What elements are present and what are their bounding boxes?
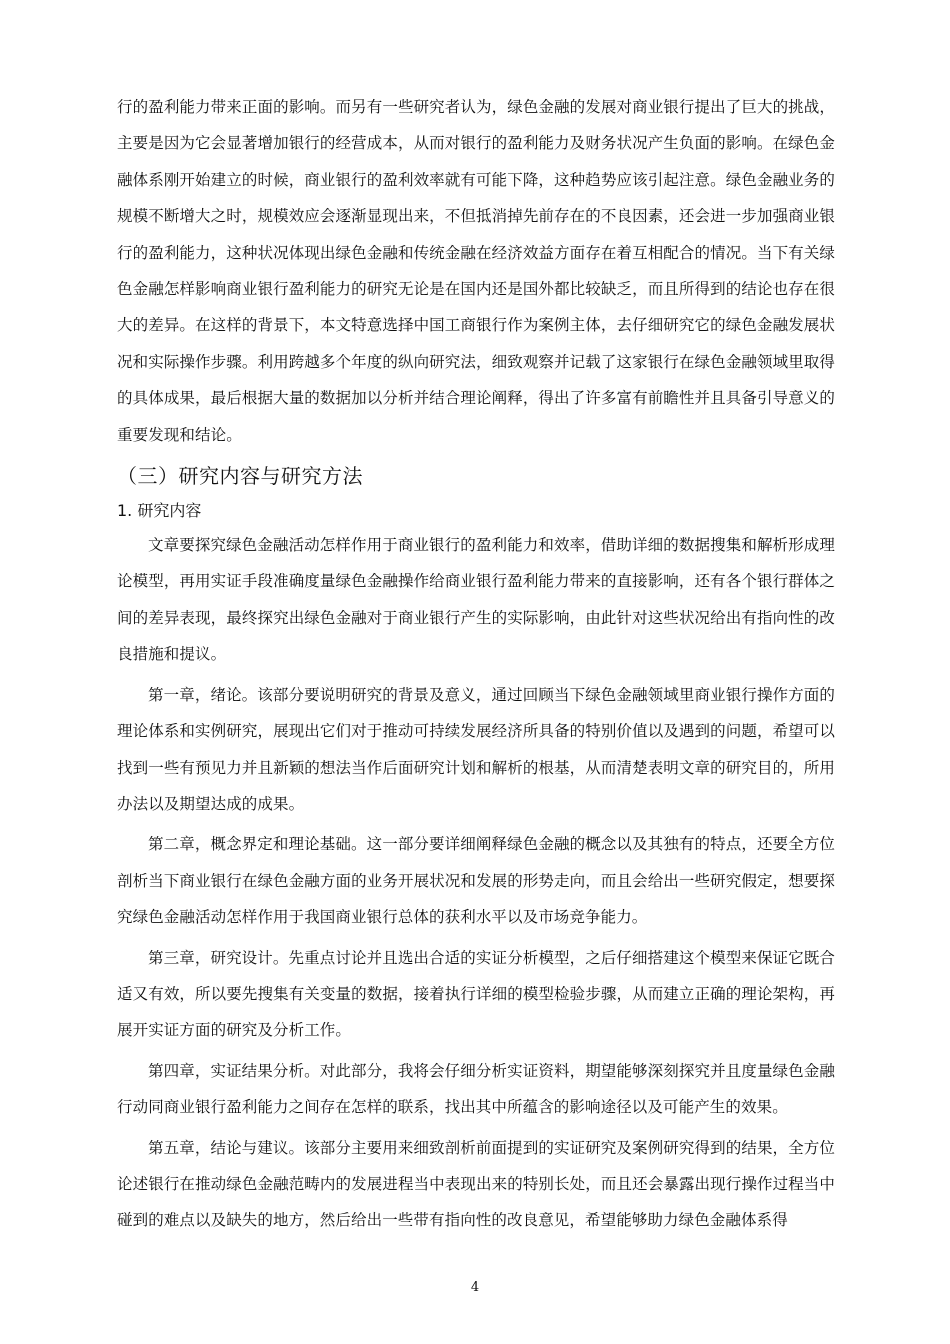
paragraph-research-content: 文章要探究绿色金融活动怎样作用于商业银行的盈利能力和效率，借助详细的数据搜集和解析形成理论模型，再用实证手段准确度量绿色金融操作给商业银行盈利能力带来的直接影响，还有各个银行群体之间的差异表现，最终探究出绿色金融对于商业银行产生的实际影响，由此针对这些状况给出有指向性的改良措施和提议。 <box>117 536 835 664</box>
paragraph-chapter-5: 第五章，结论与建议。该部分主要用来细致剖析前面提到的实证研究及案例研究得到的结果，全方位论述银行在推动绿色金融范畴内的发展进程当中表现出来的特别长处，而且还会暴露出现行操作过程当中碰到的难点以及缺失的地方，然后给出一些带有指向性的改良意见，希望能够助力绿色金融体系得 <box>117 1138 835 1230</box>
page-content <box>117 89 835 1239</box>
page-number: 4 <box>470 1280 480 1295</box>
paragraph-chapter-1: 第一章，绪论。该部分要说明研究的背景及意义，通过回顾当下绿色金融领域里商业银行操作方面的理论体系和实例研究，展现出它们对于推动可持续发展经济所具备的特别价值以及遇到的问题，希望可以找到一些有预见力并且新颖的想法当作后面研究计划和解析的根基，从而清楚表明文章的研究目的，所用办法以及期望达成的成果。 <box>117 685 835 813</box>
paragraph-chapter-2: 第二章，概念界定和理论基础。这一部分要详细阐释绿色金融的概念以及其独有的特点，还要全方位剖析当下商业银行在绿色金融方面的业务开展状况和发展的形势走向，而且会给出一些研究假定，想要探究绿色金融活动怎样作用于我国商业银行总体的获利水平以及市场竞争能力。 <box>117 835 835 927</box>
paragraph-chapter-3: 第三章，研究设计。先重点讨论并且选出合适的实证分析模型，之后仔细搭建这个模型来保证它既合适又有效，所以要先搜集有关变量的数据，接着执行详细的模型检验步骤，从而建立正确的理论架构，再展开实证方面的研究及分析工作。 <box>117 948 835 1040</box>
subsection-heading: 1. 研究内容 <box>117 501 202 521</box>
section-heading: （三）研究内容与研究方法 <box>117 464 363 489</box>
paragraph-chapter-4: 第四章，实证结果分析。对此部分，我将会仔细分析实证资料，期望能够深刻探究并且度量绿色金融行动同商业银行盈利能力之间存在怎样的联系，找出其中所蕴含的影响途径以及可能产生的效果。 <box>117 1061 835 1117</box>
paragraph-continued: 行的盈利能力带来正面的影响。而另有一些研究者认为，绿色金融的发展对商业银行提出了巨大的挑战，主要是因为它会显著增加银行的经营成本，从而对银行的盈利能力及财务状况产生负面的影响。在绿色金融体系刚开始建立的时候，商业银行的盈利效率就有可能下降，这种趋势应该引起注意。绿色金融业务的规模不断增大之时，规模效应会逐渐显现出来，不但抵消掉先前存在的不良因素，还会进一步加强商业银行的盈利能力，这种状况体现出绿色金融和传统金融在经济效益方面存在着互相配合的情况。当下有关绿色金融怎样影响商业银行盈利能力的研究无论是在国内还是国外都比较缺乏，而且所得到的结论也存在很大的差异。在这样的背景下，本文特意选择中国工商银行作为案例主体，去仔细研究它的绿色金融发展状况和实际操作步骤。利用跨越多个年度的纵向研究法，细致观察并记载了这家银行在绿色金融领域里取得的具体成果，最后根据大量的数据加以分析并结合理论阐释，得出了许多富有前瞻性并且具备引导意义的重要发现和结论。 <box>117 98 835 444</box>
